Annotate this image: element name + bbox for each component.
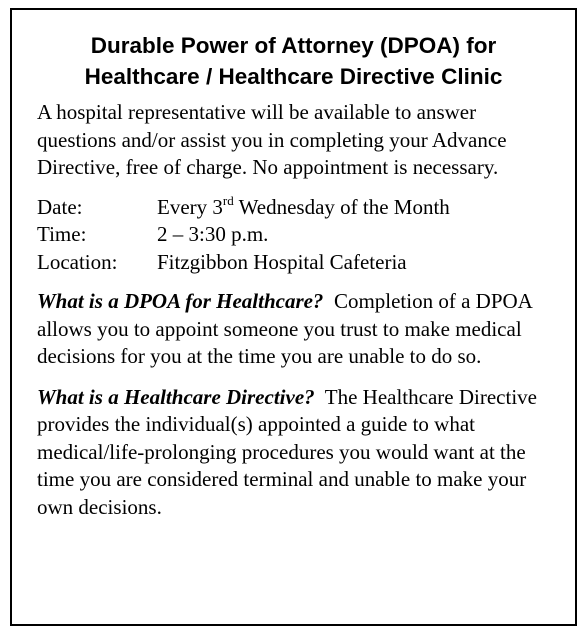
title-line-2: Healthcare / Healthcare Directive Clinic [84, 64, 503, 89]
location-value: Fitzgibbon Hospital Cafeteria [157, 249, 407, 274]
faq-question: What is a Healthcare Directive? [37, 384, 315, 409]
title-line-1: Durable Power of Attorney (DPOA) for [90, 33, 497, 58]
location-row [37, 249, 551, 277]
faq-answer: The Healthcare Directive provides the individual(s) appointed a guide to what medical/life-prolonging procedures you would want at the time you are considered terminal and unable to make your own decisions. [37, 384, 537, 519]
date-label: Date: [37, 194, 83, 219]
flyer-body [37, 99, 551, 521]
location-label: Location: [37, 249, 118, 274]
date-value: Every 3rd Wednesday of the Month [157, 192, 450, 219]
date-row [37, 194, 551, 222]
time-row [37, 221, 551, 249]
time-label: Time: [37, 222, 87, 246]
faq-answer: Completion of a DPOA allows you to appoint someone you trust to make medical decisions for you at the time you are unable to do so. [37, 289, 532, 368]
time-value: 2 – 3:30 p.m. [157, 222, 269, 246]
intro-paragraph: A hospital representative will be available to answer questions and/or assist you in completing your Advance Directive, free of charge. No appointment is necessary. [37, 100, 507, 179]
faq-dpoa [37, 288, 551, 371]
event-details [37, 194, 551, 277]
faq-question: What is a DPOA for Healthcare? [37, 289, 324, 313]
flyer-box [10, 8, 577, 626]
flyer-title [12, 30, 575, 92]
faq-directive [37, 384, 551, 522]
